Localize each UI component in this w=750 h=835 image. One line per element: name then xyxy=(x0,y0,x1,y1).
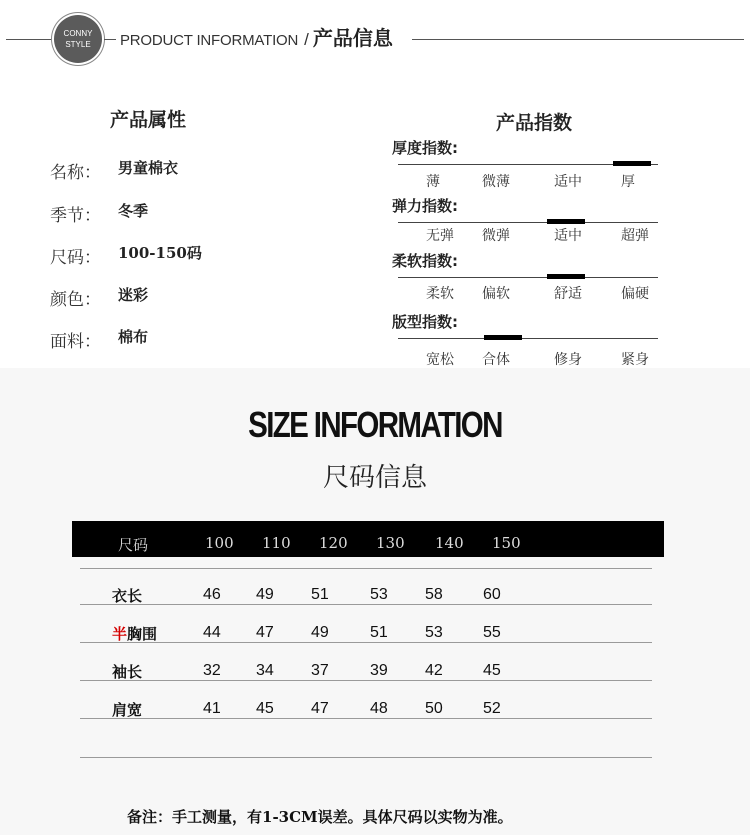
index-level-label: 适中 xyxy=(554,174,582,190)
index-scale-line xyxy=(398,222,658,223)
header-rule-mid xyxy=(104,39,116,40)
attribute-row xyxy=(50,201,149,226)
table-row-divider xyxy=(80,604,652,605)
attribute-key: 尺码： xyxy=(50,248,101,268)
header-rule-right xyxy=(412,39,744,40)
measurement-note: 备注：手工测量，有1-3CM误差。具体尺码以实物为准。 xyxy=(127,808,513,826)
index-selected-marker xyxy=(547,219,585,224)
index-selected-marker xyxy=(484,335,522,340)
table-row-divider xyxy=(80,642,652,643)
row-label-text: 衣长 xyxy=(112,587,143,605)
table-cell: 44 xyxy=(203,624,221,641)
attribute-row xyxy=(50,285,149,310)
attribute-value: 冬季 xyxy=(118,202,149,220)
table-row-divider xyxy=(80,680,652,681)
index-label: 版型指数: xyxy=(392,313,458,331)
table-cell: 39 xyxy=(370,662,388,679)
conny-style-logo xyxy=(54,15,102,63)
index-scale-line xyxy=(398,277,658,278)
header-title-separator: / xyxy=(304,30,309,49)
index-level-label: 超弹 xyxy=(621,228,649,244)
table-cell: 58 xyxy=(425,586,443,603)
table-row-label xyxy=(112,699,142,720)
size-column-header-value: 140 xyxy=(435,534,464,552)
table-cell: 47 xyxy=(256,624,274,641)
index-label: 柔软指数: xyxy=(392,252,458,270)
table-cell: 47 xyxy=(311,700,329,717)
table-cell: 52 xyxy=(483,700,501,717)
indices-title: 产品指数 xyxy=(496,112,573,134)
table-cell: 51 xyxy=(370,624,388,641)
size-column-header-value: 130 xyxy=(376,534,405,552)
index-level-label: 舒适 xyxy=(554,286,582,302)
table-cell: 46 xyxy=(203,586,221,603)
header-title-en: PRODUCT INFORMATION xyxy=(120,32,299,49)
attribute-value: 棉布 xyxy=(118,328,149,346)
table-cell: 45 xyxy=(256,700,274,717)
index-scale-line xyxy=(398,338,658,339)
table-row-label xyxy=(112,623,157,644)
size-info-title-zh: 尺码信息 xyxy=(322,463,427,493)
index-level-label: 偏软 xyxy=(482,286,510,302)
index-level-label: 厚 xyxy=(621,174,635,190)
attribute-value: 男童棉衣 xyxy=(118,159,179,177)
index-selected-marker xyxy=(613,161,651,166)
index-label: 弹力指数: xyxy=(392,197,458,215)
index-level-label: 薄 xyxy=(426,174,440,190)
table-cell: 32 xyxy=(203,662,221,679)
row-label-prefix: 半 xyxy=(112,625,128,643)
row-label-text: 胸围 xyxy=(127,625,158,643)
table-cell: 60 xyxy=(483,586,501,603)
index-level-label: 合体 xyxy=(482,352,510,368)
table-cell: 49 xyxy=(311,624,329,641)
size-column-header-value: 120 xyxy=(319,534,348,552)
index-level-label: 紧身 xyxy=(621,352,649,368)
table-cell: 55 xyxy=(483,624,501,641)
table-cell: 51 xyxy=(311,586,329,603)
table-cell: 45 xyxy=(483,662,501,679)
attribute-key: 面料： xyxy=(50,332,101,352)
table-row-divider xyxy=(80,718,652,719)
attribute-row xyxy=(50,158,179,183)
size-table-header xyxy=(72,521,664,557)
size-column-header: 尺码 xyxy=(118,536,149,554)
index-label: 厚度指数: xyxy=(392,139,458,157)
table-cell: 41 xyxy=(203,700,221,717)
logo-text-line2: STYLE xyxy=(65,40,91,49)
size-column-header-value: 110 xyxy=(262,534,291,552)
attribute-row xyxy=(50,327,149,352)
product-info-section xyxy=(0,0,750,368)
attribute-key: 名称： xyxy=(50,163,101,183)
row-label-text: 肩宽 xyxy=(112,701,143,719)
index-level-label: 适中 xyxy=(554,228,582,244)
table-row-label xyxy=(112,585,142,606)
row-label-text: 袖长 xyxy=(112,663,143,681)
table-cell: 34 xyxy=(256,662,274,679)
table-cell: 50 xyxy=(425,700,443,717)
attribute-key: 颜色： xyxy=(50,290,101,310)
header-rule-left xyxy=(6,39,52,40)
index-level-label: 无弹 xyxy=(426,228,454,244)
table-cell: 42 xyxy=(425,662,443,679)
attribute-key: 季节： xyxy=(50,206,101,226)
size-column-header-value: 150 xyxy=(492,534,521,552)
table-row-label xyxy=(112,661,142,682)
attributes-title: 产品属性 xyxy=(110,109,187,131)
table-cell: 53 xyxy=(370,586,388,603)
header-title-zh: 产品信息 xyxy=(312,26,393,50)
table-row-divider xyxy=(80,757,652,758)
table-cell: 49 xyxy=(256,586,274,603)
index-level-label: 微弹 xyxy=(482,228,510,244)
logo-text-line1: CONNY xyxy=(63,29,93,38)
index-level-label: 修身 xyxy=(554,352,582,368)
attribute-value: 100-150码 xyxy=(118,244,202,262)
page-header-title xyxy=(120,22,393,51)
attribute-row xyxy=(50,243,202,268)
size-info-title-en: SIZE INFORMATION xyxy=(248,404,502,445)
index-level-label: 宽松 xyxy=(426,352,454,368)
table-cell: 48 xyxy=(370,700,388,717)
index-selected-marker xyxy=(547,274,585,279)
table-row-divider xyxy=(80,568,652,569)
size-column-header-value: 100 xyxy=(205,534,234,552)
index-level-label: 柔软 xyxy=(426,286,454,302)
table-cell: 37 xyxy=(311,662,329,679)
attribute-value: 迷彩 xyxy=(118,286,149,304)
index-level-label: 偏硬 xyxy=(621,286,649,302)
index-level-label: 微薄 xyxy=(482,174,510,190)
table-cell: 53 xyxy=(425,624,443,641)
